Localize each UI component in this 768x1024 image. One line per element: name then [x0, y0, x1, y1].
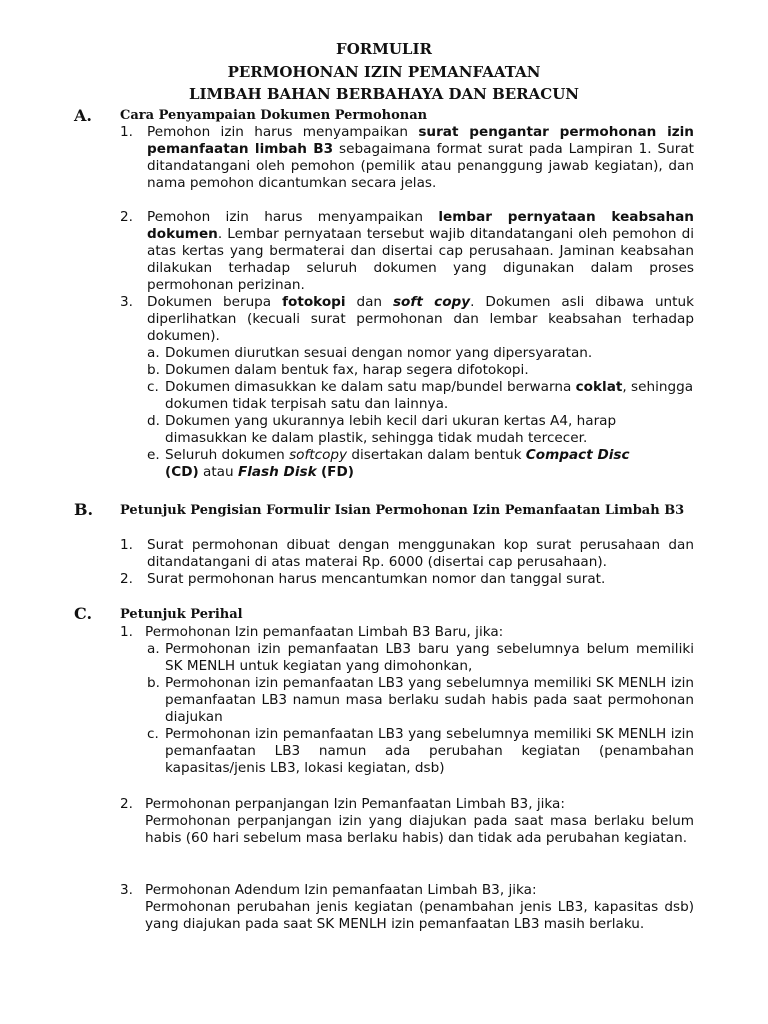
section-c-item1-sub-c-label: c.	[147, 726, 159, 742]
section-b-item2-number: 2.	[120, 571, 133, 587]
form-title: FORMULIR	[336, 40, 432, 58]
section-a-item3-sub-d-label: d.	[147, 413, 160, 429]
section-a-item3-sub-d: Dokumen yang ukurannya lebih kecil dari ukuran kertas A4, harap dimasukkan ke dalam plastik, sehingga tidak mudah tercecer.	[165, 413, 617, 446]
section-c-item2-number: 2.	[120, 796, 133, 812]
section-c-item1-sub-c: Permohonan izin pemanfaatan LB3 yang sebelumnya memiliki SK MENLH izin pemanfaatan LB3 namun ada perubahan kegiatan (penambahan kapasitas/jenis LB3, lokasi kegiatan, dsb)	[165, 726, 694, 776]
section-c-item1-sub-a: Permohonan izin pemanfaatan LB3 baru yang sebelumnya belum memiliki SK MENLH untuk kegiatan yang dimohonkan,	[165, 641, 694, 674]
section-b-heading: Petunjuk Pengisian Formulir Isian Permohonan Izin Pemanfaatan Limbah B3	[120, 503, 685, 518]
section-a-item3-sub-e: Seluruh dokumen softcopy disertakan dalam bentuk Compact Disc (CD) atau Flash Disk (FD)	[165, 447, 630, 480]
section-b-item2-text: Surat permohonan harus mencantumkan nomor dan tanggal surat.	[147, 571, 606, 587]
section-c-item3-number: 3.	[120, 882, 133, 898]
section-a-letter: A.	[74, 106, 92, 125]
section-b-item1-number: 1.	[120, 537, 133, 553]
section-a-item3-sub-c: Dokumen dimasukkan ke dalam satu map/bundel berwarna coklat, sehingga dokumen tidak terpisah satu dan lainnya.	[165, 379, 694, 412]
section-a-heading: Cara Penyampaian Dokumen Permohonan	[120, 108, 428, 123]
section-a-item3-sub-a: Dokumen diurutkan sesuai dengan nomor yang dipersyaratan.	[165, 345, 593, 361]
form-subtitle-2: LIMBAH BAHAN BERBAHAYA DAN BERACUN	[188, 85, 580, 103]
section-a-item3-text: Dokumen berupa fotokopi dan soft copy. Dokumen asli dibawa untuk diperlihatkan (kecuali surat permohonan dan lembar keabsahan terhadap dokumen).	[147, 294, 694, 344]
section-a-item3-sub-a-label: a.	[147, 345, 160, 361]
form-subtitle: PERMOHONAN IZIN PEMANFAATAN	[227, 63, 541, 81]
section-a-item1-number: 1.	[120, 124, 133, 140]
section-c-item1-sub-b-label: b.	[147, 675, 160, 691]
section-c-item3-body: Permohonan perubahan jenis kegiatan (penambahan jenis LB3, kapasitas dsb) yang diajukan pada saat SK MENLH izin pemanfaatan LB3 masih berlaku.	[145, 899, 694, 932]
section-a-item3-sub-e-label: e.	[147, 447, 160, 463]
section-a-item2-number: 2.	[120, 209, 133, 225]
section-c-item1-sub-b: Permohonan izin pemanfaatan LB3 yang sebelumnya memiliki SK MENLH izin pemanfaatan LB3 namun masa berlaku sudah habis pada saat permohonan diajukan	[165, 675, 694, 725]
section-b-item1-text: Surat permohonan dibuat dengan menggunakan kop surat perusahaan dan ditandatangani di atas materai Rp. 6000 (disertai cap perusahaan).	[147, 537, 694, 570]
section-c-heading: Petunjuk Perihal	[120, 607, 243, 622]
section-a-item3-sub-b: Dokumen dalam bentuk fax, harap segera difotokopi.	[165, 362, 529, 378]
section-c-item1-text: Permohonan Izin pemanfaatan Limbah B3 Baru, jika:	[145, 624, 504, 640]
section-c-item2-text: Permohonan perpanjangan Izin Pemanfaatan Limbah B3, jika:	[145, 796, 565, 812]
section-a-item2-text: Pemohon izin harus menyampaikan lembar pernyataan keabsahan dokumen. Lembar pernyataan tersebut wajib ditandatangani oleh pemohon di atas kertas yang bermaterai dan disertai cap perusahaan. Jaminan keabsahan dilakukan terhadap seluruh dokumen yang digunakan dalam proses permohonan perizinan.	[147, 209, 694, 293]
section-c-item3-text: Permohonan Adendum Izin pemanfaatan Limbah B3, jika:	[145, 882, 537, 898]
section-c-letter: C.	[74, 604, 93, 623]
section-c-item2-body: Permohonan perpanjangan izin yang diajukan pada saat masa berlaku belum habis (60 hari sebelum masa berlaku habis) dan tidak ada perubahan kegiatan.	[145, 813, 694, 846]
section-b-letter: B.	[74, 500, 94, 519]
section-a-item1-text: Pemohon izin harus menyampaikan surat pengantar permohonan izin pemanfaatan limbah B3 sebagaimana format surat pada Lampiran 1. Surat ditandatangani oleh pemohon (pemilik atau penanggung jawab kegiatan), dan nama pemohon dicantumkan secara jelas.	[147, 124, 694, 191]
section-c-item1-sub-a-label: a.	[147, 641, 160, 657]
section-a-item3-number: 3.	[120, 294, 133, 310]
section-a-item3-sub-b-label: b.	[147, 362, 160, 378]
section-c-item1-number: 1.	[120, 624, 133, 640]
section-a-item3-sub-c-label: c.	[147, 379, 159, 395]
